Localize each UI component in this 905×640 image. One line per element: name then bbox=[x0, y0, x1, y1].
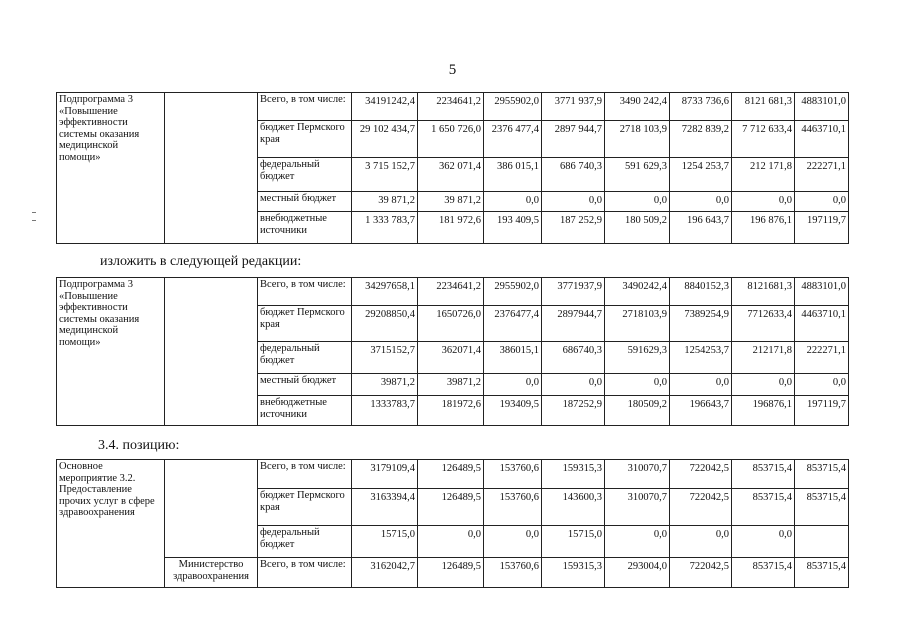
value-cell: 853715,4 bbox=[795, 558, 849, 588]
table-after bbox=[56, 277, 849, 426]
value-cell: 222271,1 bbox=[795, 158, 849, 192]
value-cell: 0,0 bbox=[732, 374, 795, 396]
value-cell: 181 972,6 bbox=[418, 212, 484, 244]
table-before bbox=[56, 92, 849, 244]
value-cell: 193409,5 bbox=[484, 396, 542, 426]
value-cell: 362071,4 bbox=[418, 342, 484, 374]
row-label: Всего, в том числе: bbox=[258, 93, 352, 121]
row-label: бюджет Пермского края bbox=[258, 121, 352, 158]
value-cell: 0,0 bbox=[484, 192, 542, 212]
section-heading: 3.4. позицию: bbox=[98, 438, 180, 453]
value-cell: 187252,9 bbox=[542, 396, 605, 426]
value-cell: 193 409,5 bbox=[484, 212, 542, 244]
value-cell: 853715,4 bbox=[795, 489, 849, 526]
value-cell: 39 871,2 bbox=[352, 192, 418, 212]
table-row bbox=[57, 93, 849, 121]
value-cell: 197119,7 bbox=[795, 396, 849, 426]
value-cell: 3163394,4 bbox=[352, 489, 418, 526]
value-cell: 362 071,4 bbox=[418, 158, 484, 192]
value-cell: 4883101,0 bbox=[795, 278, 849, 306]
value-cell: 1 650 726,0 bbox=[418, 121, 484, 158]
value-cell: 1254 253,7 bbox=[670, 158, 732, 192]
value-cell: 0,0 bbox=[542, 374, 605, 396]
value-cell: 310070,7 bbox=[605, 460, 670, 489]
value-cell: 7389254,9 bbox=[670, 306, 732, 342]
value-cell: 39871,2 bbox=[418, 374, 484, 396]
value-cell: 386015,1 bbox=[484, 342, 542, 374]
value-cell: 4463710,1 bbox=[795, 306, 849, 342]
value-cell: 8840152,3 bbox=[670, 278, 732, 306]
value-cell: 2376 477,4 bbox=[484, 121, 542, 158]
value-cell: 212 171,8 bbox=[732, 158, 795, 192]
value-cell: 34191242,4 bbox=[352, 93, 418, 121]
value-cell: 2955902,0 bbox=[484, 93, 542, 121]
value-cell: 180509,2 bbox=[605, 396, 670, 426]
value-cell: 3715152,7 bbox=[352, 342, 418, 374]
value-cell: 386 015,1 bbox=[484, 158, 542, 192]
value-cell: 2234641,2 bbox=[418, 93, 484, 121]
value-cell: 722042,5 bbox=[670, 460, 732, 489]
value-cell: 0,0 bbox=[795, 374, 849, 396]
value-cell: 2718103,9 bbox=[605, 306, 670, 342]
executor-cell bbox=[165, 278, 258, 426]
value-cell: 4883101,0 bbox=[795, 93, 849, 121]
value-cell: 722042,5 bbox=[670, 558, 732, 588]
value-cell: 197119,7 bbox=[795, 212, 849, 244]
value-cell: 3162042,7 bbox=[352, 558, 418, 588]
value-cell: 0,0 bbox=[605, 192, 670, 212]
value-cell: 7 712 633,4 bbox=[732, 121, 795, 158]
value-cell: 853715,4 bbox=[795, 460, 849, 489]
executor-cell bbox=[165, 460, 258, 558]
value-cell: 2897 944,7 bbox=[542, 121, 605, 158]
value-cell: 0,0 bbox=[732, 526, 795, 558]
value-cell: 1333783,7 bbox=[352, 396, 418, 426]
value-cell: 39871,2 bbox=[352, 374, 418, 396]
value-cell: 29 102 434,7 bbox=[352, 121, 418, 158]
value-cell: 0,0 bbox=[670, 374, 732, 396]
value-cell: 4463710,1 bbox=[795, 121, 849, 158]
value-cell: 591 629,3 bbox=[605, 158, 670, 192]
value-cell: 2718 103,9 bbox=[605, 121, 670, 158]
value-cell: 7282 839,2 bbox=[670, 121, 732, 158]
row-label: внебюджетные источники bbox=[258, 396, 352, 426]
value-cell: 1254253,7 bbox=[670, 342, 732, 374]
row-label: федеральный бюджет bbox=[258, 158, 352, 192]
value-cell: 15715,0 bbox=[542, 526, 605, 558]
value-cell: 143600,3 bbox=[542, 489, 605, 526]
value-cell: 159315,3 bbox=[542, 460, 605, 489]
value-cell: 2897944,7 bbox=[542, 306, 605, 342]
value-cell: 0,0 bbox=[732, 192, 795, 212]
value-cell: 196876,1 bbox=[732, 396, 795, 426]
executor-name-cell: Министерство здравоохранения bbox=[165, 558, 258, 588]
value-cell: 153760,6 bbox=[484, 489, 542, 526]
value-cell: 1650726,0 bbox=[418, 306, 484, 342]
program-name-cell: Подпрограмма 3 «Повышение эффективности системы оказания медицинской помощи» bbox=[57, 93, 165, 244]
value-cell: 0,0 bbox=[605, 526, 670, 558]
value-cell: 196643,7 bbox=[670, 396, 732, 426]
row-label: федеральный бюджет bbox=[258, 526, 352, 558]
value-cell: 2955902,0 bbox=[484, 278, 542, 306]
value-cell: 34297658,1 bbox=[352, 278, 418, 306]
value-cell: 853715,4 bbox=[732, 558, 795, 588]
value-cell: 722042,5 bbox=[670, 489, 732, 526]
value-cell: 0,0 bbox=[484, 374, 542, 396]
instruction-text: изложить в следующей редакции: bbox=[100, 254, 302, 269]
table-row bbox=[57, 278, 849, 306]
value-cell: 212171,8 bbox=[732, 342, 795, 374]
table-row bbox=[57, 460, 849, 489]
value-cell: 686 740,3 bbox=[542, 158, 605, 192]
value-cell: 180 509,2 bbox=[605, 212, 670, 244]
value-cell: 0,0 bbox=[542, 192, 605, 212]
measure-name-cell: Основное мероприятие 3.2. Предоставление прочих услуг в сфере здравоохранения bbox=[57, 460, 165, 588]
row-label: внебюджетные источники bbox=[258, 212, 352, 244]
row-label: федеральный бюджет bbox=[258, 342, 352, 374]
row-label: местный бюджет bbox=[258, 374, 352, 396]
value-cell: 8121681,3 bbox=[732, 278, 795, 306]
row-label: Всего, в том числе: bbox=[258, 460, 352, 489]
value-cell: 686740,3 bbox=[542, 342, 605, 374]
value-cell: 222271,1 bbox=[795, 342, 849, 374]
value-cell: 0,0 bbox=[484, 526, 542, 558]
value-cell: 853715,4 bbox=[732, 489, 795, 526]
value-cell: 310070,7 bbox=[605, 489, 670, 526]
executor-cell bbox=[165, 93, 258, 244]
value-cell: 0,0 bbox=[795, 192, 849, 212]
value-cell: 853715,4 bbox=[732, 460, 795, 489]
row-label: местный бюджет bbox=[258, 192, 352, 212]
row-label: Всего, в том числе: bbox=[258, 278, 352, 306]
value-cell: 8121 681,3 bbox=[732, 93, 795, 121]
value-cell: 591629,3 bbox=[605, 342, 670, 374]
margin-mark bbox=[32, 212, 36, 213]
value-cell: 126489,5 bbox=[418, 489, 484, 526]
value-cell: 39 871,2 bbox=[418, 192, 484, 212]
value-cell: 0,0 bbox=[670, 526, 732, 558]
value-cell: 126489,5 bbox=[418, 460, 484, 489]
value-cell: 181972,6 bbox=[418, 396, 484, 426]
value-cell: 29208850,4 bbox=[352, 306, 418, 342]
value-cell bbox=[795, 526, 849, 558]
value-cell: 126489,5 bbox=[418, 558, 484, 588]
margin-mark bbox=[32, 220, 36, 221]
value-cell: 8733 736,6 bbox=[670, 93, 732, 121]
value-cell: 15715,0 bbox=[352, 526, 418, 558]
value-cell: 3771937,9 bbox=[542, 278, 605, 306]
value-cell: 3490242,4 bbox=[605, 278, 670, 306]
row-label: Всего, в том числе: bbox=[258, 558, 352, 588]
value-cell: 187 252,9 bbox=[542, 212, 605, 244]
value-cell: 159315,3 bbox=[542, 558, 605, 588]
table-row bbox=[57, 558, 849, 588]
value-cell: 0,0 bbox=[418, 526, 484, 558]
row-label: бюджет Пермского края bbox=[258, 306, 352, 342]
value-cell: 0,0 bbox=[670, 192, 732, 212]
value-cell: 2234641,2 bbox=[418, 278, 484, 306]
value-cell: 196 876,1 bbox=[732, 212, 795, 244]
row-label: бюджет Пермского края bbox=[258, 489, 352, 526]
program-name-cell: Подпрограмма 3 «Повышение эффективности системы оказания медицинской помощи» bbox=[57, 278, 165, 426]
value-cell: 3490 242,4 bbox=[605, 93, 670, 121]
value-cell: 1 333 783,7 bbox=[352, 212, 418, 244]
table-position bbox=[56, 459, 849, 588]
value-cell: 3771 937,9 bbox=[542, 93, 605, 121]
value-cell: 3179109,4 bbox=[352, 460, 418, 489]
value-cell: 2376477,4 bbox=[484, 306, 542, 342]
value-cell: 153760,6 bbox=[484, 460, 542, 489]
page-number: 5 bbox=[448, 62, 457, 78]
value-cell: 3 715 152,7 bbox=[352, 158, 418, 192]
value-cell: 7712633,4 bbox=[732, 306, 795, 342]
value-cell: 196 643,7 bbox=[670, 212, 732, 244]
value-cell: 293004,0 bbox=[605, 558, 670, 588]
value-cell: 0,0 bbox=[605, 374, 670, 396]
value-cell: 153760,6 bbox=[484, 558, 542, 588]
